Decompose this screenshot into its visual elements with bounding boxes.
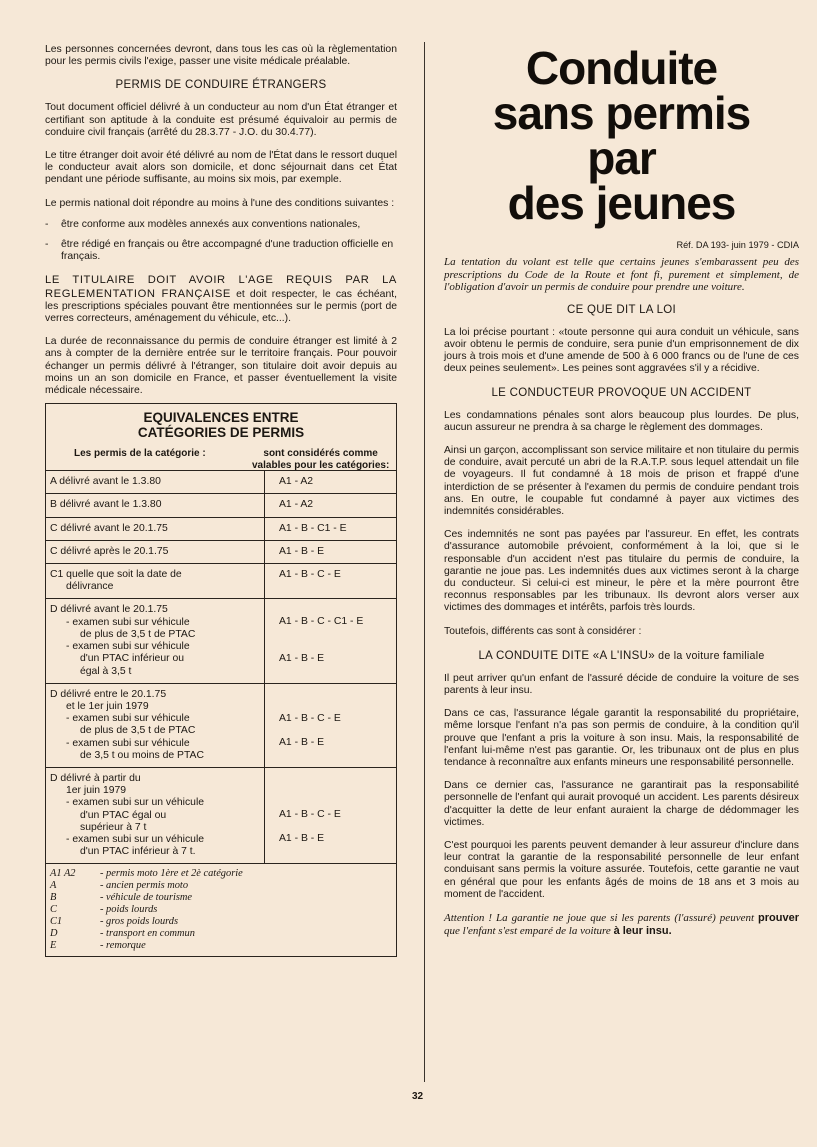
legend-key: A1 A2 [50,868,76,880]
category-cell [46,767,265,863]
cell-line: - examen subi sur véhicule [66,616,190,628]
cell-line: d'un PTAC inférieur à 7 t. [80,846,196,858]
legend-row [50,868,392,880]
paragraph [45,274,397,325]
cell-line: délivrance [66,581,114,593]
legend-row [50,928,392,940]
legend-key: C [50,904,57,916]
legend-value: - gros poids lourds [100,916,179,928]
table-row [46,471,396,494]
category-cell [46,683,265,767]
equivalences-title-line: EQUIVALENCES ENTRE [143,410,299,426]
subheader-left: Les permis de la catégorie : [74,448,206,460]
paragraph: La durée de reconnaissance du permis de conduire étranger est limité à 2 ans à compter de la dernière entrée sur le territoire français. Pour pouvoir échanger un permis délivré à l'étranger, son titulaire doit avoir depuis au moins un an son domicile en France, et passer éventuellement la visite médicale nécessaire. [45,336,397,397]
paragraph: Ainsi un garçon, accomplissant son service militaire et non titulaire du permis de conduire, avait percuté un abri de la R.A.T.P. sous lequel attendait un file de voyageurs. Il fut condamné à 18 mois de prison et frappé d'une interdiction de se présenter à l'examen du permis de conduire pendant trois ans. En outre, le coupable fut condamné à payer aux victimes des indemnités considérables. [444,445,799,518]
paragraph: C'est pourquoi les parents peuvent demander à leur assureur d'inclure dans leur contrat la garantie de la responsabilité personnelle de leur enfant conduisant sans permis la voiture assurée. Toutefois, cette garantie ne vaut en général que pour les enfants âgés de moins de 18 ans et 3 mois au moment de l'accident. [444,840,799,900]
cell-line: d'un PTAC inférieur ou [80,653,185,665]
section-heading-unbeknown [444,650,799,662]
legend-value: - véhicule de tourisme [100,892,193,904]
equivalences-table [46,470,396,863]
legend-row [50,940,392,952]
equivalence-cell [265,767,397,863]
section-heading-law: CE QUE DIT LA LOI [566,303,677,316]
legend-key: A [50,880,57,892]
paragraph: Il peut arriver qu'un enfant de l'assuré décide de conduire la voiture de ses parents à leur insu. [444,672,799,697]
uppercase-text: LE TITULAIRE DOIT AVOIR L'AGE REQUIS PAR LA REGLEMENTATION FRANÇAISE [45,274,397,300]
cell-line: - examen subi sur véhicule [66,737,190,749]
table-row [46,564,396,599]
equivalences-subheader [46,440,396,470]
heading-upper: LA CONDUITE DITE «A L'INSU» [478,649,655,662]
subheader-right-line: sont considérés comme [263,448,378,460]
cell-line: - examen subi sur véhicule [66,713,190,725]
category-legend [46,863,396,956]
paragraph: La loi précise pourtant : «toute personne qui aura conduit un véhicule, sans avoir obtenu le permis de conduire, sera punie d'un emprisonnement de dix jours à trois mois et d'une amende de 500 à 6 000 francs ou de l'une de ces deux peines seulement». Les peines sont aggravées s'il y a récidive. [444,326,799,375]
title-line: des jeunes [507,177,736,229]
cell-line: A1 - B - C - E [279,808,341,820]
cell-line: égal à 3,5 t [80,665,132,677]
legend-value: - transport en commun [100,928,195,940]
category-cell: A délivré avant le 1.3.80 [46,471,265,494]
cell-line: supérieur à 7 t [80,821,147,833]
paragraph: Toutefois, différents cas sont à considérer : [444,625,642,637]
paragraph: Dans ce cas, l'assurance légale garantit la responsabilité du propriétaire, même lorsque l'enfant n'a pas son permis de conduire, à la condition qu'il prouve que l'enfant a pris la voiture à son insu. Mais, la responsabilité de l'enfant lui-même n'est pas garantie. Or, les tribunaux ont de plus en plus tendance à reconnaître aux enfants mineurs une responsabilité personnelle. [444,708,799,769]
cell-line: A1 - B - C - C1 - E [279,616,364,628]
cell-line: A1 - B - E [279,652,325,664]
cell-line: de plus de 3,5 t de PTAC [80,628,196,640]
equivalences-title [46,404,396,440]
paragraph: Ces indemnités ne sont pas payées par l'assureur. En effet, les contrats d'assurance automobile prévoient, conformément à la loi, que si le responsable d'un accident n'est pas titulaire du permis de conduire, la garantie ne joue pas. Les indemnités dues aux victimes seront à la charge du conducteur. Si celui-ci est mineur, le père et la mère pourront être reconnus responsables par les tribunaux. Ils devront alors verser aux victimes des dommages et intérêts, parfois très lourds. [444,529,799,614]
left-column [45,44,397,957]
cell-line: - examen subi sur un véhicule [66,797,205,809]
subheader-right-line: valables pour les catégories: [252,460,390,472]
heading-rest: de la voiture familiale [654,649,765,662]
list-item: - être conforme aux modèles annexés aux conventions nationales, [45,219,397,231]
cell-line: de plus de 3,5 t de PTAC [80,725,196,737]
equivalence-cell [265,599,397,683]
equivalences-title-line: CATÉGORIES DE PERMIS [137,425,305,441]
equivalence-cell: A1 - B - C1 - E [265,517,397,540]
cell-line: D délivré entre le 20.1.75 [50,688,167,700]
conditions-list [45,219,397,264]
equivalence-cell: A1 - A2 [265,494,397,517]
cell-line: et le 1er juin 1979 [66,700,149,712]
cell-line: A1 - B - E [279,833,325,845]
article-title [444,42,799,229]
paragraph: Le titre étranger doit avoir été délivré au nom de l'État dans le ressort duquel le conducteur avait alors son domicile, et donc séjournait dans cet État pendant une période suffisante, au moins six mois, par exemple. [45,150,398,186]
list-item: - être rédigé en français ou être accompagné d'une traduction officielle en français. [45,239,397,263]
cell-line: C1 quelle que soit la date de [50,569,182,581]
legend-value: - remorque [100,940,146,952]
page-number: 32 [412,1091,424,1102]
right-column [444,44,799,937]
title-line: sans permis [492,87,751,139]
paragraph-text: et doit respecter, le cas échéant, les prescriptions spéciales pouvant être mentionnées sur le permis (port de verres correcteurs, aménagement du véhicule, etc...). [45,288,397,325]
column-divider [424,42,425,1082]
legend-row [50,880,392,892]
table-row [46,599,396,683]
title-line: Conduite [525,42,718,94]
legend-row [50,916,392,928]
paragraph: Les condamnations pénales sont alors beaucoup plus lourdes. De plus, aucun assureur ne prendra à sa charge le règlement des dommages. [444,409,799,433]
subheader-right [252,448,389,472]
equivalence-cell: A1 - A2 [265,471,397,494]
attention-bold: prouver [758,912,799,925]
cell-line: d'un PTAC égal ou [80,809,167,821]
legend-value: - permis moto 1ère et 2è catégorie [100,868,243,880]
intro-paragraph: Les personnes concernées devront, dans tous les cas où la règlementation pour les permis civils l'exige, passer une visite médicale préalable. [45,44,397,68]
cell-line: D délivré à partir du [50,772,141,784]
cell-line: A1 - B - C - E [279,712,341,724]
cell-line: D délivré avant le 20.1.75 [50,604,168,616]
legend-key: B [50,892,57,904]
legend-row [50,892,392,904]
cell-line: de 3,5 t ou moins de PTAC [80,749,204,761]
attention-note [444,912,799,937]
attention-text: que l'enfant s'est emparé de la voiture [444,924,614,937]
paragraph: Dans ce dernier cas, l'assurance ne garantirait pas la responsabilité personnelle de l'enfant qui aurait provoqué un accident. Les parents désireux d'acquitter la dette de leur enfant auraient la charge de dédommager les victimes. [444,780,799,828]
section-heading-foreign-permits: PERMIS DE CONDUIRE ÉTRANGERS [115,79,327,92]
equivalences-table-box [45,403,397,957]
table-row [46,767,396,863]
cell-line: - examen subi sur un véhicule [66,833,205,845]
legend-value: - ancien permis moto [100,880,189,892]
legend-key: D [50,928,58,940]
attention-bold: à leur insu. [613,924,672,937]
cell-line: 1er juin 1979 [66,785,127,797]
title-line: par [587,132,656,184]
legend-value: - poids lourds [100,904,158,916]
legend-key: E [50,940,57,952]
table-row [46,683,396,767]
equivalence-cell: A1 - B - C - E [265,564,397,599]
category-cell: C délivré avant le 20.1.75 [46,517,265,540]
category-cell [46,599,265,683]
legend-row [50,904,392,916]
category-cell: B délivré avant le 1.3.80 [46,494,265,517]
reference-line: Réf. DA 193- juin 1979 - CDIA [676,240,799,250]
paragraph: Le permis national doit répondre au moins à l'une des conditions suivantes : [45,197,395,209]
cell-line: - examen subi sur véhicule [66,641,190,653]
article-intro: La tentation du volant est telle que certains jeunes s'embarassent peu des prescriptions du Code de la Route et font fi, purement et simplement, de l'obligation d'avoir un permis de conduire pour prendre une voiture. [444,256,799,294]
table-row [46,540,396,563]
cell-line: A1 - B - E [279,736,325,748]
equivalence-cell [265,683,397,767]
paragraph: Tout document officiel délivré à un conducteur au nom d'un État étranger et certifiant son aptitude à la conduite est présumé équivaloir au permis de conduire civil français (arrêté du 28.3.77 - J.O. du 30.4.77). [45,102,397,138]
equivalence-cell: A1 - B - E [265,540,397,563]
category-cell [46,564,265,599]
table-row [46,517,396,540]
table-row [46,494,396,517]
category-cell: C délivré après le 20.1.75 [46,540,265,563]
legend-key: C1 [50,916,63,928]
attention-text: Attention ! La garantie ne joue que si les parents (l'assuré) peuvent [444,912,759,925]
section-heading-accident: LE CONDUCTEUR PROVOQUE UN ACCIDENT [491,386,752,399]
